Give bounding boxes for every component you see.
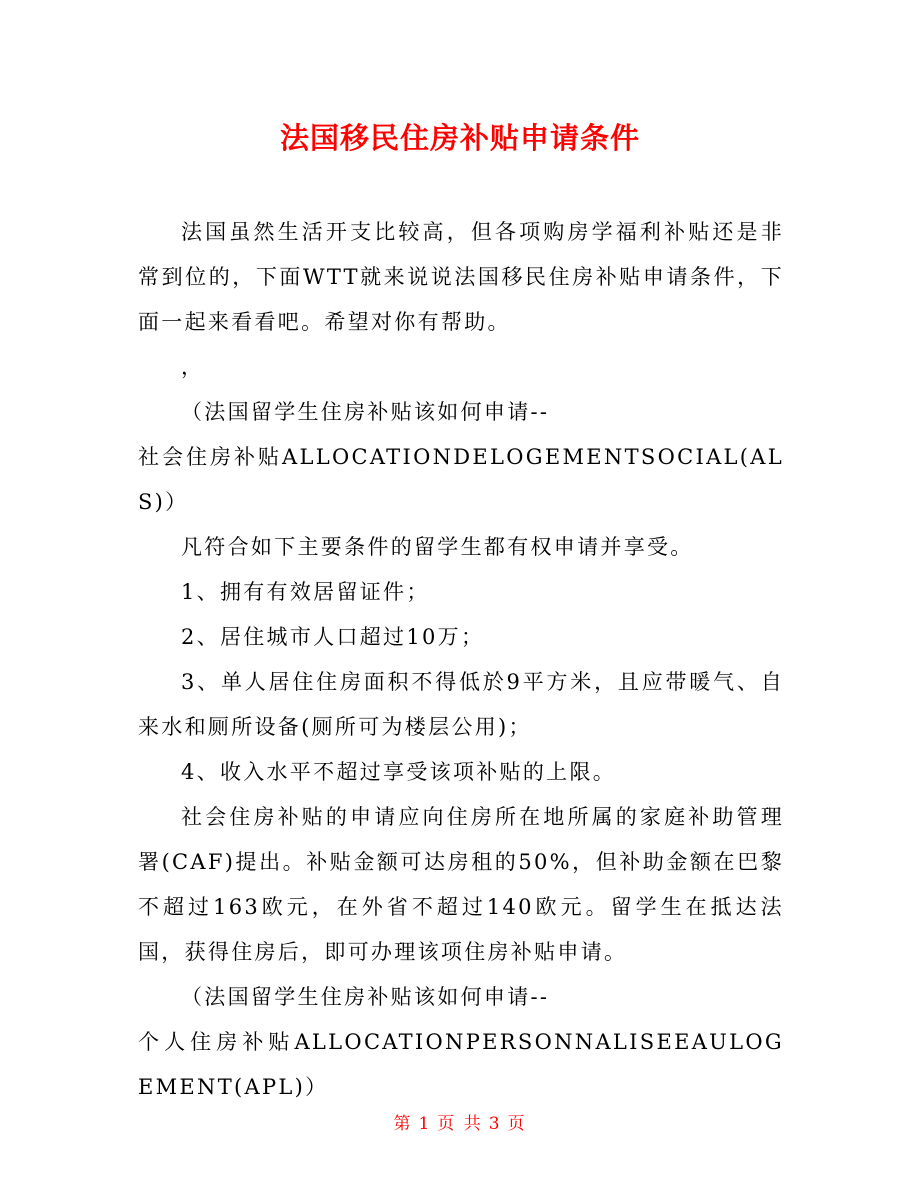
list-item-condition-4: 4、收入水平不超过享受该项补贴的上限。 <box>181 760 617 784</box>
footer-label-page: 第 <box>393 1114 413 1134</box>
paragraph-als-name: 社会住房补贴ALLOCATIONDELOGEMENTSOCIAL(ALS)） <box>138 445 784 514</box>
paragraph-conditions-intro: 凡符合如下主要条件的留学生都有权申请并享受。 <box>181 535 694 559</box>
footer-total-pages: 3 <box>488 1114 502 1134</box>
footer-label-of: 页 共 <box>437 1114 483 1134</box>
list-item-condition-2: 2、居住城市人口超过10万； <box>181 625 485 649</box>
list-item-condition-1: 1、拥有有效居留证件； <box>181 580 430 604</box>
document-title: 法国移民住房补贴申请条件 <box>279 121 640 155</box>
page-footer <box>0 1110 920 1138</box>
footer-label-end: 页 <box>507 1114 527 1134</box>
paragraph-comma: ， <box>181 355 205 379</box>
list-item-condition-3: 3、单人居住住房面积不得低於9平方米，且应带暖气、自来水和厕所设备(厕所可为楼层公用)； <box>138 670 784 739</box>
paragraph-intro: 法国虽然生活开支比较高，但各项购房学福利补贴还是非常到位的，下面WTT就来说说法国移民住房补贴申请条件，下面一起来看看吧。希望对你有帮助。 <box>138 220 784 334</box>
paragraph-apl-name: 个人住房补贴ALLOCATIONPERSONNALISEEAULOGEMENT(APL)） <box>138 1030 784 1099</box>
paragraph-als-heading: （法国留学生住房补贴该如何申请-- <box>181 400 550 424</box>
paragraph-apl-heading: （法国留学生住房补贴该如何申请-- <box>181 985 550 1009</box>
document-body <box>138 210 784 1110</box>
footer-current-page: 1 <box>418 1114 432 1134</box>
paragraph-caf-application: 社会住房补贴的申请应向住房所在地所属的家庭补助管理署(CAF)提出。补贴金额可达房租的50%，但补助金额在巴黎不超过163欧元，在外省不超过140欧元。留学生在抵达法国，获得住房后，即可办理该项住房补贴申请。 <box>138 805 784 964</box>
